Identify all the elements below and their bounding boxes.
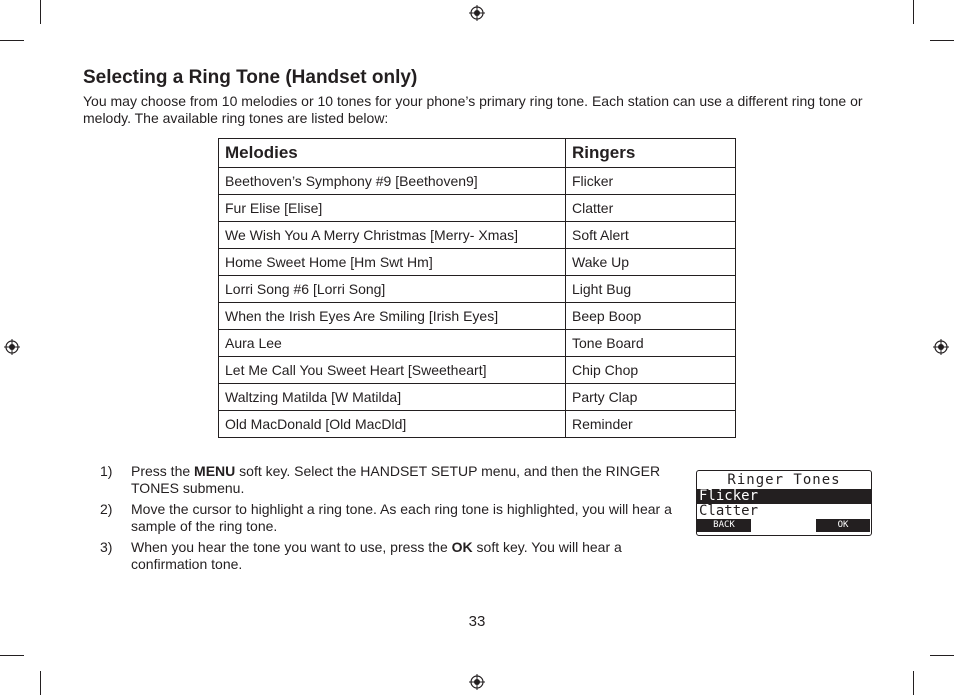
lcd-list-item: Clatter [699,503,759,519]
melody-cell: Aura Lee [219,330,566,357]
registration-mark-icon [469,674,485,690]
step-number: 2) [100,501,113,517]
table-row [219,303,736,330]
ringer-cell: Soft Alert [566,222,736,249]
table-row [219,276,736,303]
step-text: When you hear the tone you want to use, press the [131,539,452,555]
table-row [219,411,736,438]
crop-mark [930,40,954,41]
step-number: 3) [100,539,113,555]
step-text: Press the [131,463,195,479]
table-row [219,357,736,384]
step-keyword: OK [451,539,473,555]
ok-soft-key: OK [816,519,870,532]
ringer-cell: Flicker [566,168,736,195]
lcd-selected-item: Flicker [697,489,871,504]
back-soft-key: BACK [697,519,751,532]
page-number: 33 [468,613,486,630]
registration-mark-icon [4,339,20,355]
ringer-cell: Party Clap [566,384,736,411]
step-text: soft key. Select the HANDSET SETUP menu, and then the RINGER TONES submenu. [131,463,661,496]
melody-cell: Let Me Call You Sweet Heart [Sweetheart] [219,357,566,384]
melody-cell: Old MacDonald [Old MacDld] [219,411,566,438]
lcd-title: Ringer Tones [727,472,841,488]
table-row [219,195,736,222]
handset-lcd-screen [696,470,872,536]
crop-mark [0,655,24,656]
ringer-cell: Clatter [566,195,736,222]
column-header-ringers: Ringers [566,139,736,168]
melody-cell: Fur Elise [Elise] [219,195,566,222]
ringer-cell: Reminder [566,411,736,438]
crop-mark [913,0,914,24]
melody-cell: Beethoven’s Symphony #9 [Beethoven9] [219,168,566,195]
table-header-row [219,139,736,168]
table-row [219,168,736,195]
table-row [219,222,736,249]
step-item [100,501,685,535]
instruction-steps [100,463,685,577]
step-keyword: MENU [194,463,236,479]
step-text: soft key. You will hear a confirmation tone. [131,539,622,572]
ringer-cell: Wake Up [566,249,736,276]
registration-mark-icon [933,339,949,355]
step-number: 1) [100,463,113,479]
intro-paragraph: You may choose from 10 melodies or 10 tones for your phone’s primary ring tone. Each station can use a different ring tone or melody. The available ring tones are listed below: [83,93,863,126]
column-header-melodies: Melodies [219,139,566,168]
crop-mark [40,0,41,24]
melody-cell: When the Irish Eyes Are Smiling [Irish Eyes] [219,303,566,330]
crop-mark [40,671,41,695]
crop-mark [913,671,914,695]
ringer-cell: Chip Chop [566,357,736,384]
melody-cell: Home Sweet Home [Hm Swt Hm] [219,249,566,276]
table-row [219,330,736,357]
melody-cell: Waltzing Matilda [W Matilda] [219,384,566,411]
table-row [219,384,736,411]
step-item [100,463,685,497]
table-row [219,249,736,276]
crop-mark [0,40,24,41]
ringer-cell: Tone Board [566,330,736,357]
melody-cell: Lorri Song #6 [Lorri Song] [219,276,566,303]
crop-mark [930,655,954,656]
registration-mark-icon [469,5,485,21]
step-text: Move the cursor to highlight a ring tone. As each ring tone is highlighted, you will hear a sample of the ring tone. [131,501,672,534]
ringer-cell: Light Bug [566,276,736,303]
ringer-cell: Beep Boop [566,303,736,330]
page-title: Selecting a Ring Tone (Handset only) [83,67,418,88]
step-item [100,539,685,573]
melody-cell: We Wish You A Merry Christmas [Merry- Xmas] [219,222,566,249]
ring-tone-table [218,138,736,438]
